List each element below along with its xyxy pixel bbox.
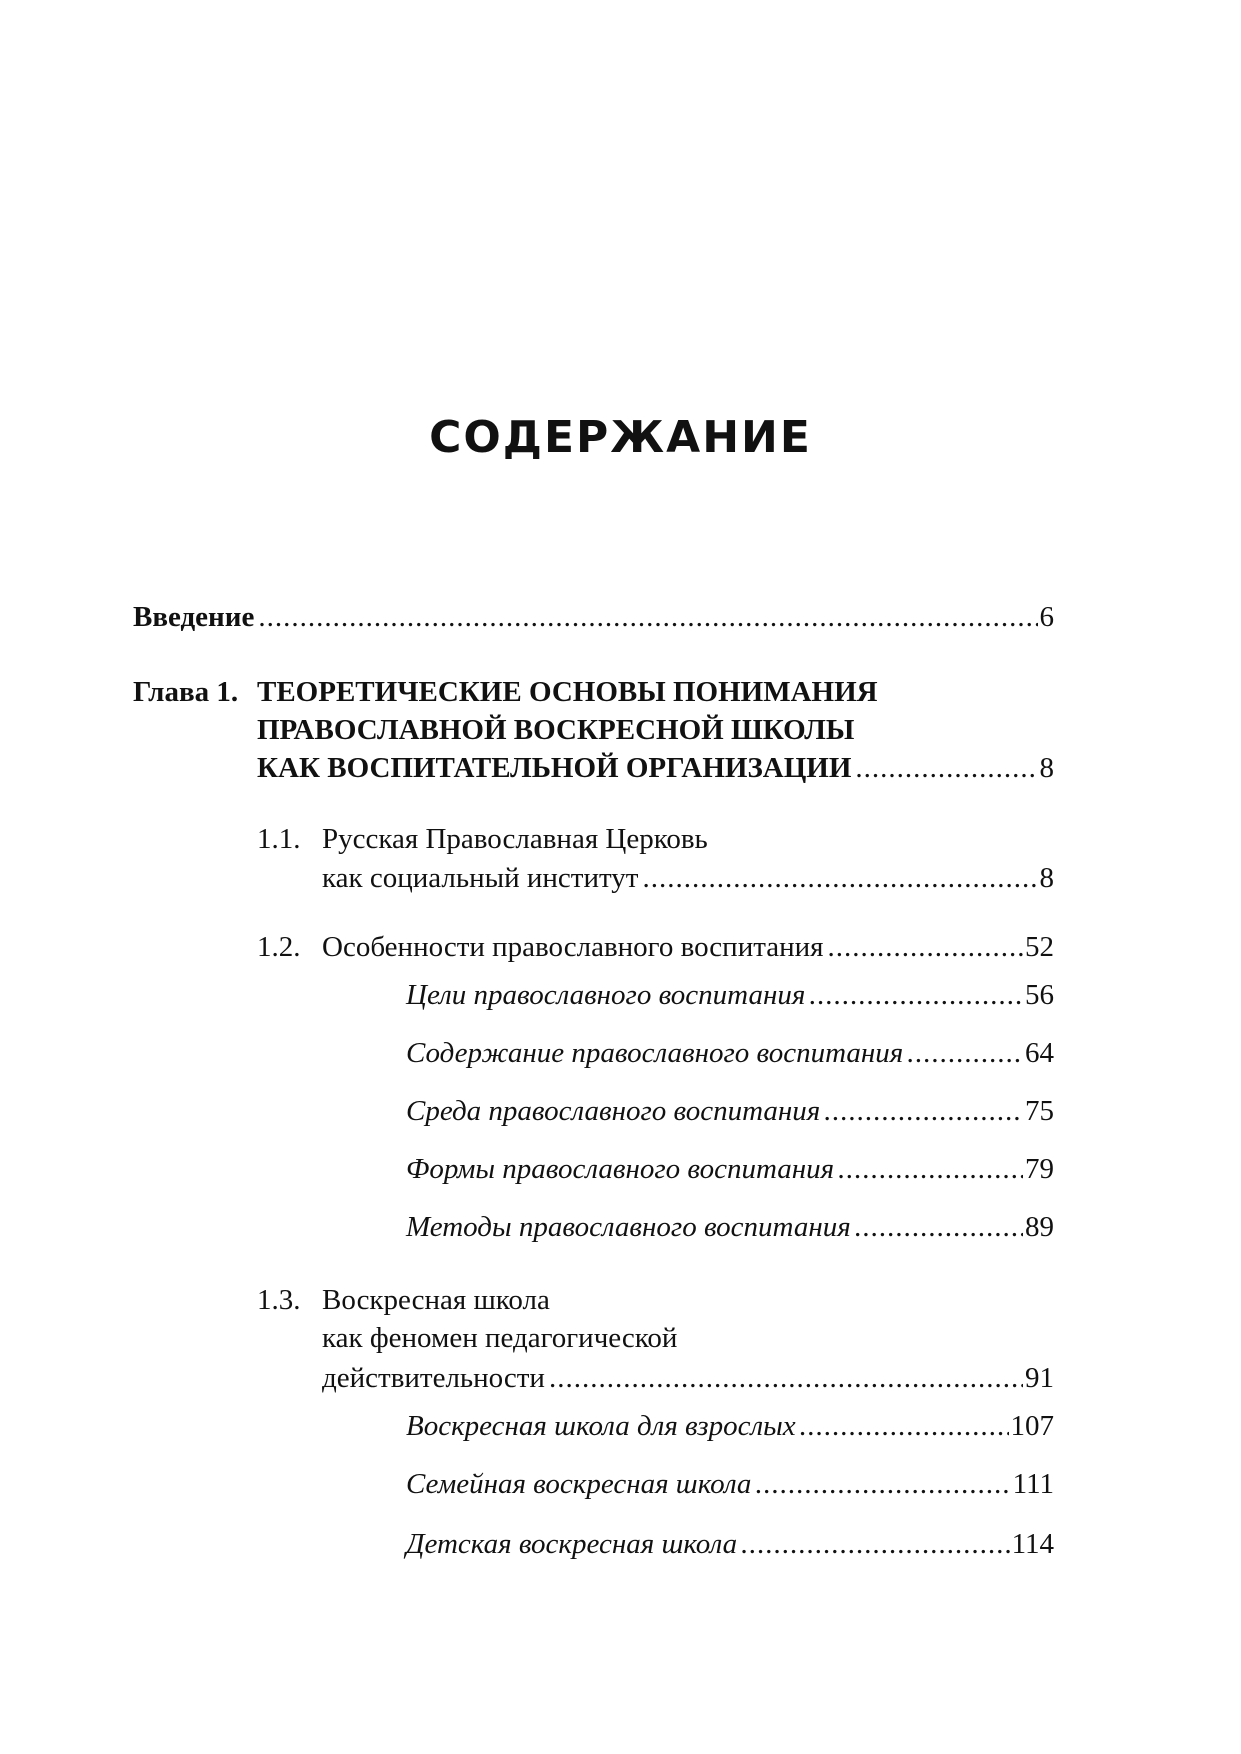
toc-page-number: 91	[1025, 1362, 1054, 1394]
section-title-line-2: как феномен педагогической	[322, 1322, 678, 1354]
toc-page-number: 64	[1025, 1037, 1054, 1069]
toc-subentry	[406, 981, 1054, 1010]
chapter-title-line-1: ТЕОРЕТИЧЕСКИЕ ОСНОВЫ ПОНИМАНИЯ	[257, 676, 878, 708]
section-number: 1.2.	[257, 931, 301, 963]
section-title-line-3: действительности	[322, 1362, 545, 1394]
subentry-label: Воскресная школа для взрослых	[406, 1410, 796, 1442]
section-title: Особенности православного воспитания	[322, 931, 824, 963]
toc-subentry	[406, 1412, 1054, 1441]
toc-subentry	[406, 1213, 1054, 1242]
toc-page-number: 6	[1039, 601, 1054, 633]
toc-entry-1-2	[322, 933, 1054, 962]
subentry-label: Семейная воскресная школа	[406, 1468, 752, 1500]
subentry-label: Методы православного воспитания	[406, 1211, 851, 1243]
dot-leader	[824, 1097, 1023, 1126]
subentry-label: Детская воскресная школа	[406, 1528, 738, 1560]
toc-entry-1-1	[322, 864, 1054, 893]
section-title-line-1: Воскресная школа	[322, 1284, 550, 1316]
dot-leader	[855, 1213, 1023, 1242]
toc-page-number: 114	[1011, 1528, 1054, 1560]
toc-subentry	[406, 1470, 1054, 1499]
subentry-label: Содержание православного воспитания	[406, 1037, 904, 1069]
toc-page-number: 111	[1012, 1468, 1054, 1500]
toc-page-number: 8	[1039, 752, 1054, 784]
dot-leader	[828, 933, 1024, 962]
section-number: 1.3.	[257, 1284, 301, 1316]
section-title-line-2: как социальный институт	[322, 862, 639, 894]
toc-subentry	[406, 1097, 1054, 1126]
toc-page-number: 8	[1039, 862, 1054, 894]
section-title-line-1: Русская Православная Церковь	[322, 823, 708, 855]
toc-page-number: 52	[1025, 931, 1054, 963]
toc-subentry	[406, 1039, 1054, 1068]
section-number: 1.1.	[257, 823, 301, 855]
toc-entry-1-3	[322, 1364, 1054, 1393]
toc-page-number: 75	[1025, 1095, 1054, 1127]
toc-entry-intro	[133, 603, 1054, 632]
toc-subentry	[406, 1155, 1054, 1184]
subentry-label: Среда православного воспитания	[406, 1095, 821, 1127]
dot-leader	[258, 603, 1037, 632]
dot-leader	[741, 1530, 1009, 1559]
dot-leader	[549, 1364, 1023, 1393]
toc-page-number: 56	[1025, 979, 1054, 1011]
chapter-title-line-3: КАК ВОСПИТАТЕЛЬНОЙ ОРГАНИЗАЦИИ	[257, 752, 852, 784]
subentry-label: Цели православного воспитания	[406, 979, 806, 1011]
dot-leader	[800, 1412, 1009, 1441]
toc-page-number: 107	[1010, 1410, 1054, 1442]
dot-leader	[855, 754, 1037, 783]
chapter-prefix: Глава 1.	[133, 676, 239, 708]
chapter-title-line-2: ПРАВОСЛАВНОЙ ВОСКРЕСНОЙ ШКОЛЫ	[257, 714, 855, 746]
toc-subentry	[406, 1530, 1054, 1559]
toc-entry-chapter-1	[257, 754, 1054, 783]
toc-page-number: 89	[1025, 1211, 1054, 1243]
dot-leader	[642, 864, 1037, 893]
toc-entry-label: Введение	[133, 601, 255, 633]
dot-leader	[907, 1039, 1023, 1068]
dot-leader	[755, 1470, 1010, 1499]
subentry-label: Формы православного воспитания	[406, 1153, 835, 1185]
dot-leader	[838, 1155, 1023, 1184]
page-title: СОДЕРЖАНИЕ	[429, 412, 812, 463]
toc-page-number: 79	[1025, 1153, 1054, 1185]
dot-leader	[809, 981, 1023, 1010]
